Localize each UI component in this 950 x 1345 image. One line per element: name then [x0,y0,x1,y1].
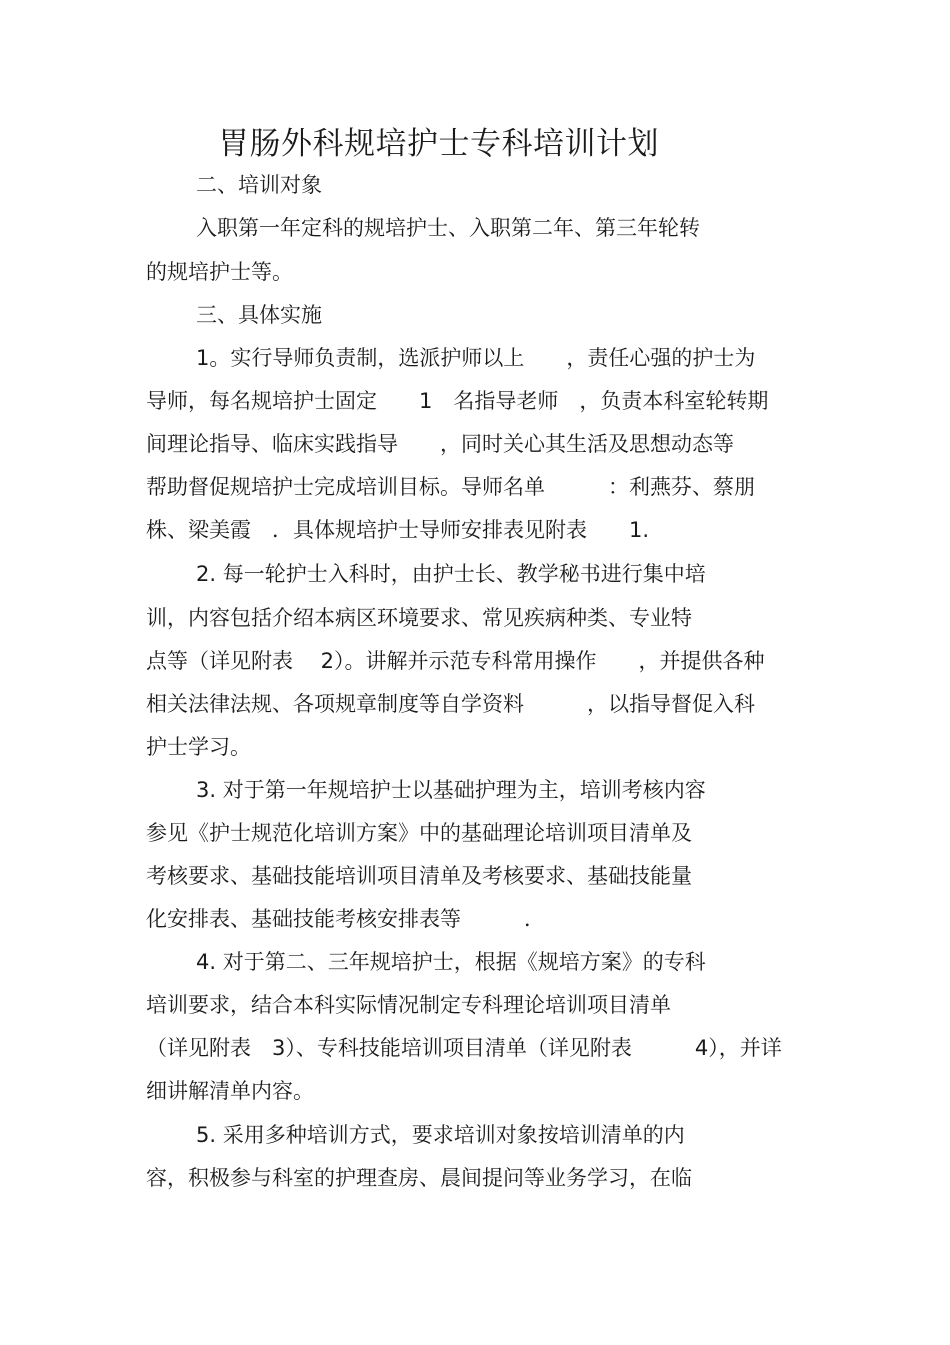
paragraph-line: 护士学习。 [146,735,251,759]
paragraph-line: 细讲解清单内容。 [146,1079,314,1103]
paragraph-line: 株、梁美霞 ．具体规培护士导师安排表见附表 1. [146,518,650,542]
paragraph-line: 1。实行导师负责制，选派护师以上 ，责任心强的护士为 [196,346,756,370]
paragraph-line: 5. 采用多种培训方式，要求培训对象按培训清单的内 [196,1123,685,1147]
paragraph-line: 3. 对于第一年规培护士以基础护理为主，培训考核内容 [196,778,706,802]
paragraph-line: 4. 对于第二、三年规培护士，根据《规培方案》的专科 [196,950,706,974]
paragraph-line: 2. 每一轮护士入科时，由护士长、教学秘书进行集中培 [196,562,706,586]
paragraph-line: 训，内容包括介绍本病区环境要求、常见疾病种类、专业特 [146,606,692,630]
paragraph-line: 培训要求，结合本科实际情况制定专科理论培训项目清单 [146,993,671,1017]
paragraph-line: 间理论指导、临床实践指导 ，同时关心其生活及思想动态等 [146,432,734,456]
section-heading-training-target: 二、培训对象 [196,173,322,197]
paragraph-line: 容，积极参与科室的护理查房、晨间提问等业务学习，在临 [146,1166,692,1190]
paragraph-line: 点等（详见附表 2）。讲解并示范专科常用操作 ，并提供各种 [146,649,765,673]
document-title: 胃肠外科规培护士专科培训计划 [218,126,659,162]
paragraph-line: （详见附表 3）、专科技能培训项目清单（详见附表 4），并详 [146,1036,782,1060]
paragraph-line: 考核要求、基础技能培训项目清单及考核要求、基础技能量 [146,864,692,888]
section-heading-implementation: 三、具体实施 [196,303,322,327]
paragraph-line: 参见《护士规范化培训方案》中的基础理论培训项目清单及 [146,821,692,845]
paragraph-line: 相关法律法规、各项规章制度等自学资料 ，以指导督促入科 [146,692,755,716]
paragraph-line: 化安排表、基础技能考核安排表等 ． [146,907,545,931]
paragraph-line: 入职第一年定科的规培护士、入职第二年、第三年轮转 [196,216,700,240]
paragraph-line: 的规培护士等。 [146,260,293,284]
paragraph-line: 帮助督促规培护士完成培训目标。导师名单 ：利燕芬、蔡朋 [146,475,755,499]
paragraph-line: 导师，每名规培护士固定 1 名指导老师 ，负责本科室轮转期 [146,389,769,413]
